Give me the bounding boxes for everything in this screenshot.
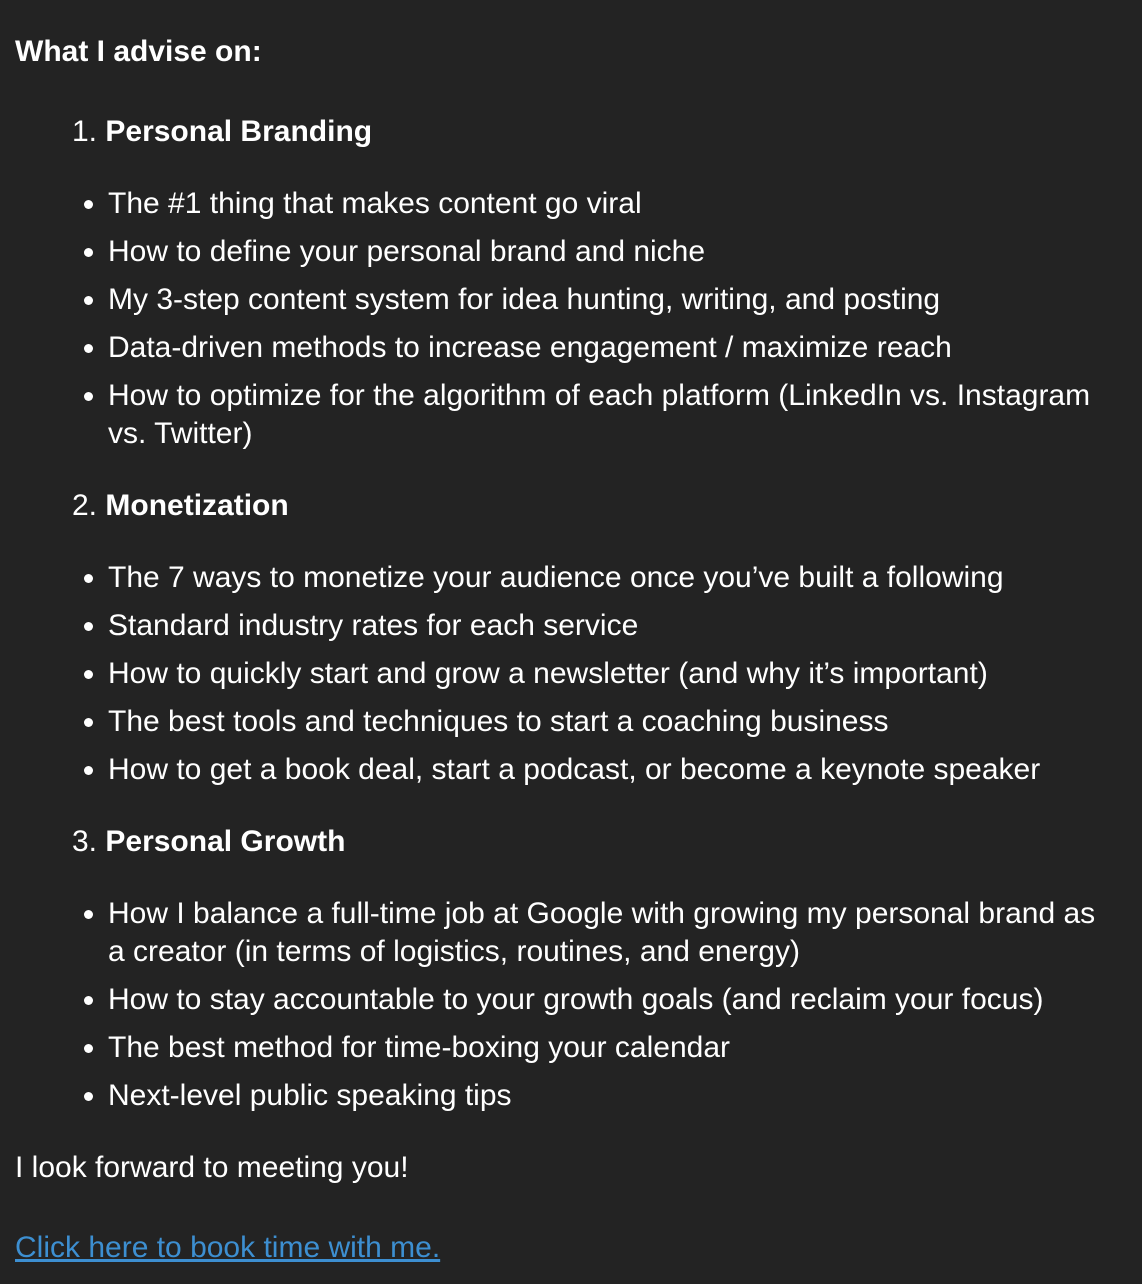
section-label: Monetization [105,489,289,522]
list-item: Data-driven methods to increase engagement / maximize reach [108,329,1118,367]
list-item: The best tools and techniques to start a coaching business [108,703,1118,741]
list-item: How I balance a full-time job at Google with growing my personal brand as a creator (in terms of logistics, routines, and energy) [108,895,1118,971]
section-title [72,114,372,150]
section-number: 3. [72,825,98,858]
list-item: How to get a book deal, start a podcast, or become a keynote speaker [108,751,1118,789]
list-item: How to optimize for the algorithm of each platform (LinkedIn vs. Instagram vs. Twitter) [108,377,1118,453]
list-item: The #1 thing that makes content go viral [108,185,1118,223]
list-item: My 3-step content system for idea hunting, writing, and posting [108,281,1118,319]
list-item: The 7 ways to monetize your audience once you’ve built a following [108,559,1118,597]
section-number: 1. [72,115,98,148]
list-item: How to stay accountable to your growth goals (and reclaim your focus) [108,981,1118,1019]
list-item: Next-level public speaking tips [108,1077,1118,1115]
book-time-link[interactable]: Click here to book time with me. [15,1231,441,1264]
list-item: Standard industry rates for each service [108,607,1118,645]
list-item: How to define your personal brand and niche [108,233,1118,271]
closing-text: I look forward to meeting you! [15,1151,409,1184]
section-label: Personal Growth [105,825,346,858]
list-item: How to quickly start and grow a newsletter (and why it’s important) [108,655,1118,693]
section-title [72,488,289,524]
bullet-list [108,185,1118,463]
section-number: 2. [72,489,98,522]
section-title [72,824,345,860]
page-heading: What I advise on: [15,35,262,68]
section-label: Personal Branding [105,115,373,148]
list-item: The best method for time-boxing your calendar [108,1029,1118,1067]
bullet-list [108,895,1118,1125]
bullet-list [108,559,1118,799]
